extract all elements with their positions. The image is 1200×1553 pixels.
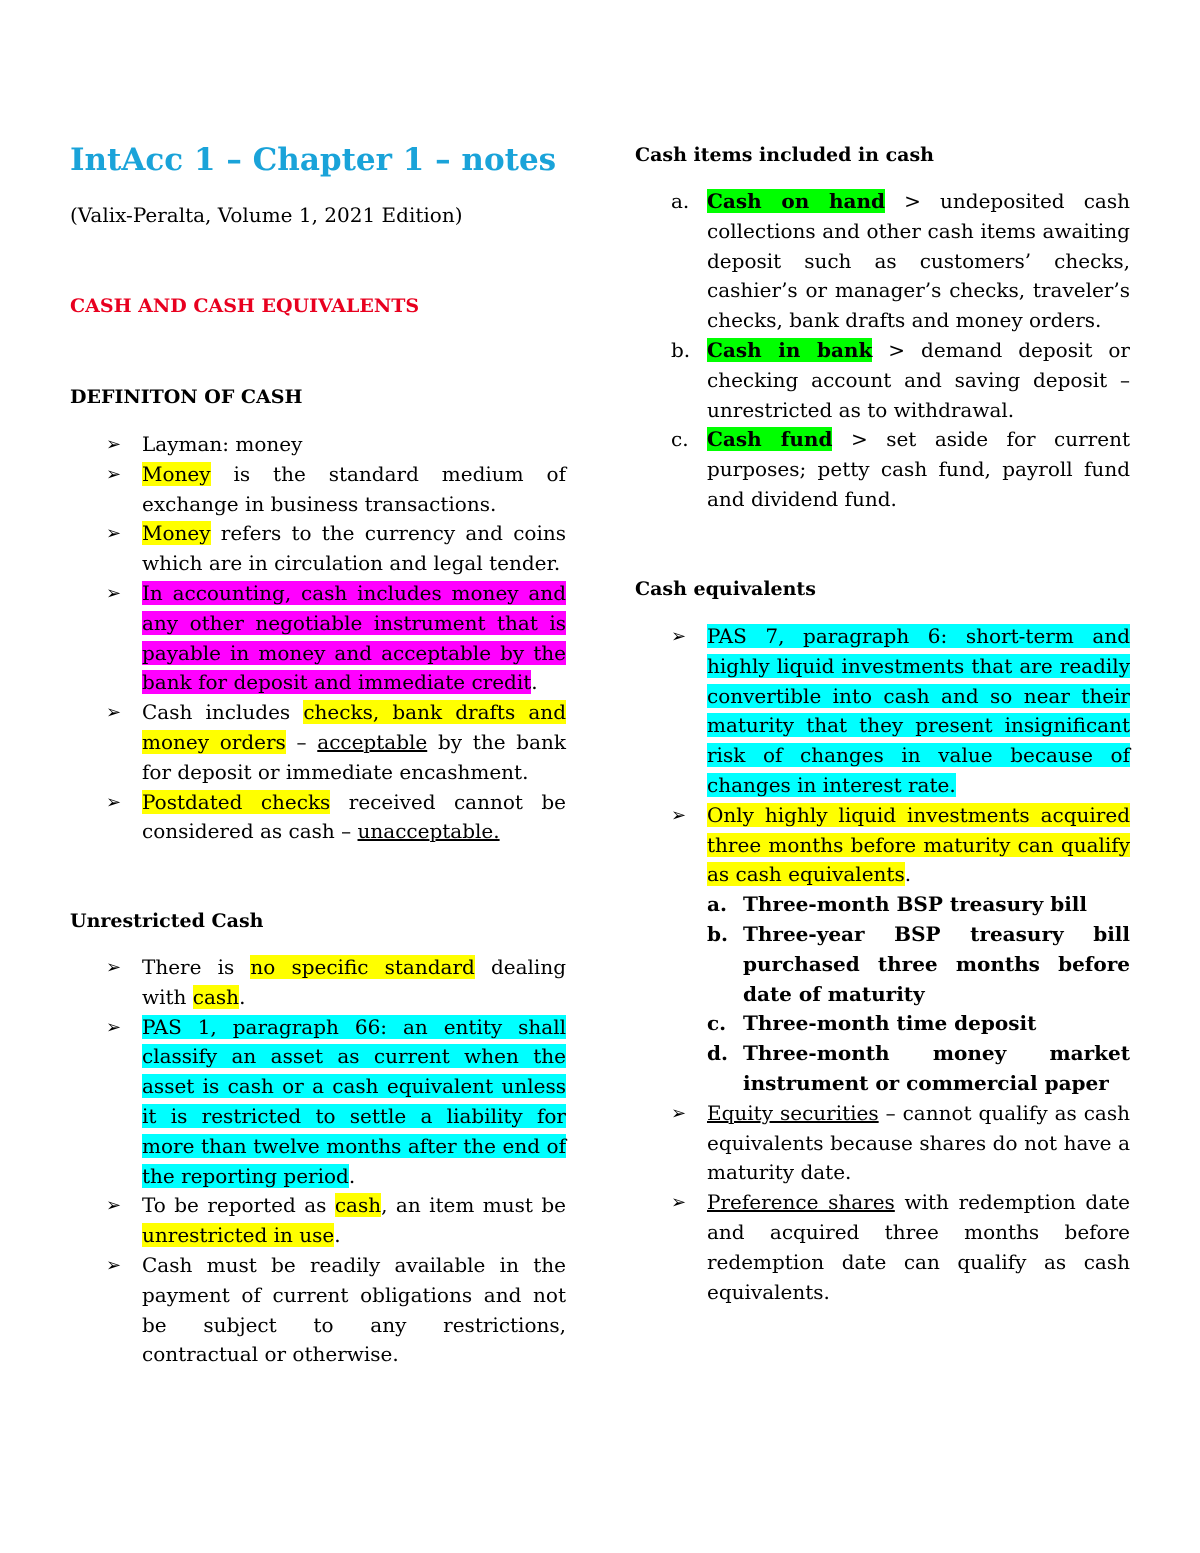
section-title: CASH AND CASH EQUIVALENTS — [70, 295, 420, 317]
cash-items-list — [635, 187, 1130, 515]
list-item: ➢ PAS 1, paragraph 66: an entity shall classify an asset as current when the asset is cash or a cash equivalent unless it is restricted to settle a liability for more than twelve months after the end of the reporting period. — [70, 1013, 566, 1192]
unrestricted-heading: Unrestricted Cash — [70, 910, 264, 932]
list-item: ➢ Layman: money — [70, 430, 566, 460]
examples-list — [707, 890, 1130, 1099]
cash-items-heading: Cash items included in cash — [635, 144, 934, 166]
cash-equivalents-heading: Cash equivalents — [635, 578, 816, 600]
list-item: ➢ Money refers to the currency and coins which are in circulation and legal tender. — [70, 519, 566, 579]
list-item: ➢ PAS 7, paragraph 6: short-term and highly liquid investments that are readily convertible into cash and so near their maturity that they present insignificant risk of changes in value because of changes in interest rate. — [635, 622, 1130, 801]
list-item: ➢ Cash includes checks, bank drafts and money orders – acceptable by the bank for deposit or immediate encashment. — [70, 698, 566, 787]
list-item: d. Three-month money market instrument or commercial paper — [707, 1041, 1130, 1095]
page-title: IntAcc 1 – Chapter 1 – notes — [70, 142, 557, 178]
list-item: ➢ Equity securities – cannot qualify as cash equivalents because shares do not have a maturity date. — [635, 1099, 1130, 1188]
list-item: ➢ In accounting, cash includes money and any other negotiable instrument that is payable in money and acceptable by the bank for deposit and immediate credit. — [70, 579, 566, 698]
list-item: ➢ Postdated checks received cannot be considered as cash – unacceptable. — [70, 788, 566, 848]
list-item: ➢ Only highly liquid investments acquired three months before maturity can qualify as cash equivalents. a. Three-month BSP treasury bill b. Three-year BSP treasury bill purchased three months before date of maturity c. Three-month time deposit d. Three-month money market instrument or commercial paper — [635, 801, 1130, 1099]
list-item: a. Cash on hand > undeposited cash collections and other cash items awaiting deposit such as customers’ checks, cashier’s or manager’s checks, traveler’s checks, bank drafts and money orders. — [671, 189, 1130, 333]
list-item: ➢ Money is the standard medium of exchange in business transactions. — [70, 460, 566, 520]
list-item: c. Three-month time deposit — [707, 1011, 1037, 1036]
page-subtitle: (Valix-Peralta, Volume 1, 2021 Edition) — [70, 203, 463, 227]
list-item: ➢ Preference shares with redemption date and acquired three months before redemption date can qualify as cash equivalents. — [635, 1188, 1130, 1307]
list-item: ➢ There is no specific standard dealing with cash. — [70, 953, 566, 1013]
list-item: ➢ To be reported as cash, an item must be unrestricted in use. — [70, 1191, 566, 1251]
list-item: b. Cash in bank > demand deposit or checking account and saving deposit – unrestricted as to withdrawal. — [671, 337, 1130, 422]
list-item: b. Three-year BSP treasury bill purchased three months before date of maturity — [707, 921, 1130, 1006]
definition-list — [70, 430, 566, 847]
list-item: c. Cash fund > set aside for current purposes; petty cash fund, payroll fund and dividend fund. — [671, 427, 1130, 511]
list-item: ➢ Cash must be readily available in the payment of current obligations and not be subject to any restrictions, contractual or otherwise. — [70, 1251, 566, 1370]
list-item: a. Three-month BSP treasury bill — [707, 892, 1088, 917]
cash-equivalents-list — [635, 622, 1130, 1307]
definition-heading: DEFINITON OF CASH — [70, 386, 303, 408]
unrestricted-list — [70, 953, 566, 1370]
